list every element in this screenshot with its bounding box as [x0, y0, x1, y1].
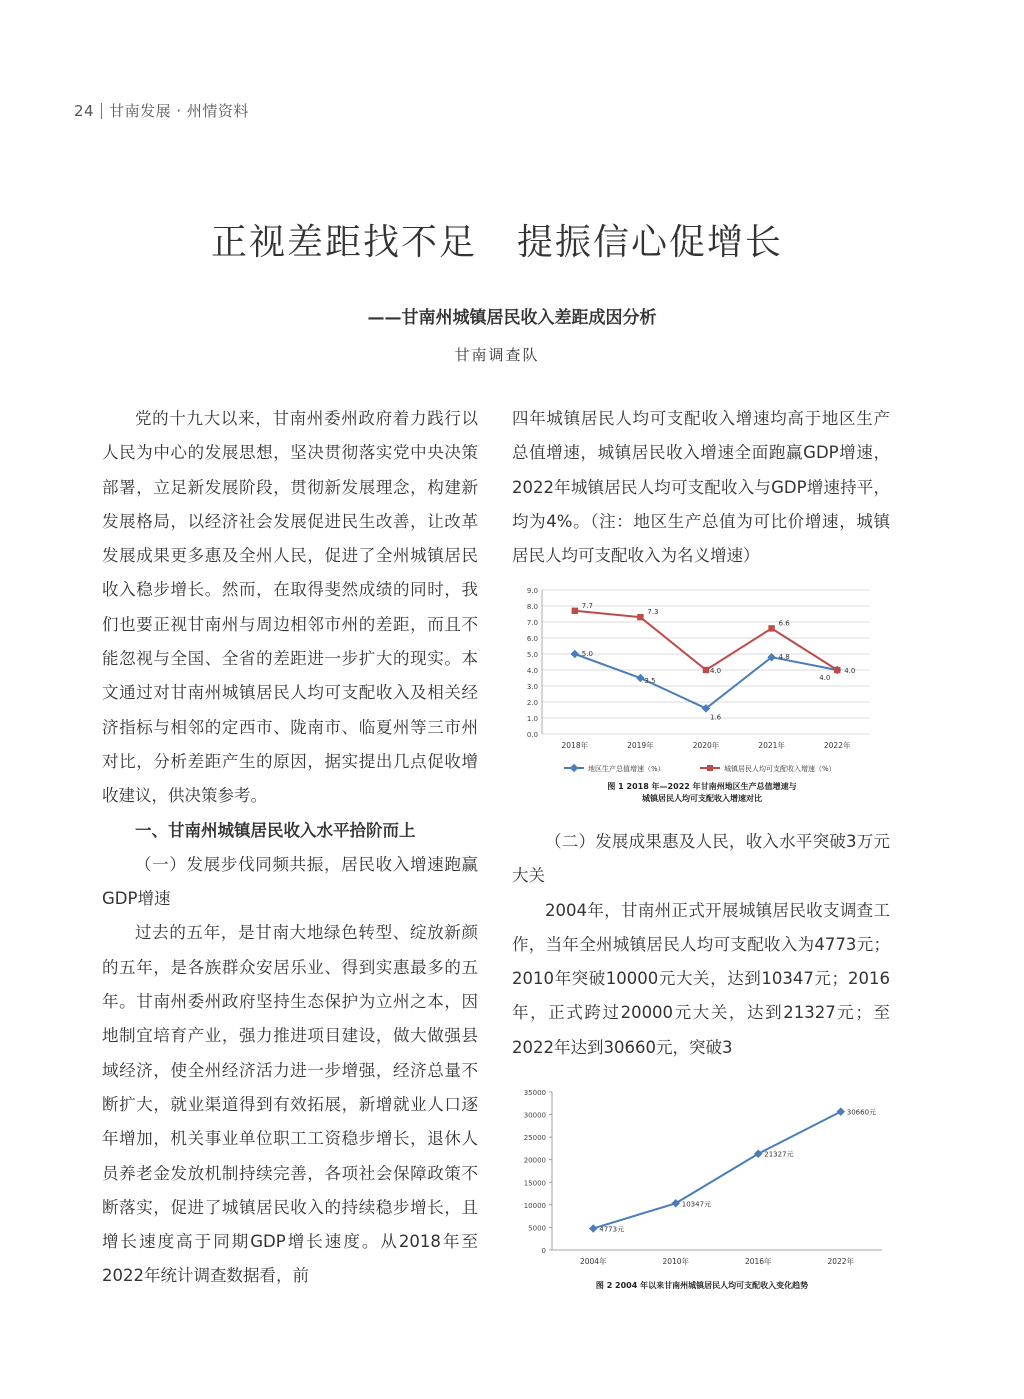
article-title [0, 214, 994, 265]
data-label: 7.7 [581, 601, 593, 610]
data-point [637, 614, 643, 620]
x-tick-label: 2022年 [827, 1257, 855, 1266]
title-part-2: 提振信心促增长 [517, 222, 784, 263]
data-point [672, 1199, 680, 1207]
y-tick-label: 8.0 [526, 603, 538, 611]
series-line-1 [575, 654, 837, 708]
data-label: 4.0 [844, 667, 856, 675]
article-author: 甘南调查队 [454, 346, 540, 364]
y-tick-label: 6.0 [526, 635, 538, 643]
y-tick-label: 5000 [528, 1224, 546, 1233]
x-tick-label: 2016年 [744, 1257, 772, 1266]
section-1-2-heading: （二）发展成果惠及人民，收入水平突破3万元大关 [512, 832, 890, 886]
section-1-2-body: 2004年，甘南州正式开展城镇居民收支调查工作，当年全州城镇居民人均可支配收入为4773元；2010年突破10000元大关，达到10347元；2016年，正式跨过20000元大关，达到21327元；至2022年达到30660元，突破3 [512, 900, 890, 1057]
section-1-heading: 一、甘南州城镇居民收入水平拾阶而上 [135, 820, 416, 840]
data-label: 3.5 [644, 677, 656, 685]
data-label: 4.8 [778, 653, 790, 662]
y-tick-label: 20000 [523, 1156, 546, 1165]
y-tick-label: 0.0 [526, 731, 538, 739]
x-tick-label: 2021年 [758, 741, 785, 750]
y-tick-label: 25000 [523, 1134, 546, 1143]
x-tick-label: 2020年 [692, 741, 720, 750]
y-tick-label: 0 [541, 1247, 546, 1255]
header-divider [101, 103, 102, 119]
publication-name: 甘南发展 · 州情资料 [109, 102, 249, 120]
running-header [74, 100, 249, 121]
legend-label-2: 城镇居民人均可支配收入增速（%） [724, 765, 836, 773]
figure-caption-line-1: 图 1 2018 年—2022 年甘南州地区生产总值增速与 [607, 782, 797, 791]
page-number: 24 [74, 102, 95, 120]
y-tick-label: 10000 [523, 1201, 546, 1210]
data-label: 10347元 [681, 1200, 712, 1209]
data-point [571, 650, 579, 658]
legend-marker-2 [707, 765, 713, 771]
left-column [102, 402, 478, 1294]
x-tick-label: 2022年 [823, 741, 851, 750]
x-tick-label: 2019年 [627, 741, 654, 750]
data-label: 4.0 [710, 667, 722, 675]
x-tick-label: 2004年 [579, 1257, 607, 1266]
right-column-top [512, 402, 890, 573]
y-tick-label: 9.0 [526, 587, 538, 595]
series-line-2 [575, 611, 837, 670]
y-tick-label: 4.0 [526, 667, 538, 675]
legend-label-1: 地区生产总值增速（%） [588, 765, 665, 773]
data-point [754, 1149, 762, 1157]
continuation-paragraph: 四年城镇居民人均可支配收入增速均高于地区生产总值增速，城镇居民收入增速全面跑赢GDP增速，2022年城镇居民人均可支配收入与GDP增速持平，均为4%。（注：地区生产总值为可比价增速，城镇居民人均可支配收入为名义增速） [512, 409, 890, 566]
article-subtitle: ——甘南州城镇居民收入差距成因分析 [367, 308, 657, 328]
y-tick-label: 35000 [523, 1089, 546, 1097]
y-tick-label: 30000 [523, 1111, 546, 1120]
y-tick-label: 5.0 [526, 651, 538, 659]
data-point [572, 608, 578, 614]
intro-paragraph: 党的十九大以来，甘南州委州政府着力践行以人民为中心的发展思想，坚决贯彻落实党中央决策部署，立足新发展阶段，贯彻新发展理念，构建新发展格局，以经济社会发展促进民生改善，让改革发展成果更多惠及全州人民，促进了全州城镇居民收入稳步增长。然而，在取得斐然成绩的同时，我们也要正视甘南州与周边相邻市州的差距，而且不能忽视与全国、全省的差距进一步扩大的现实。本文通过对甘南州城镇居民人均可支配收入及相关经济指标与相邻的定西市、陇南市、临夏州等三市州对比，分析差距产生的原因，据实提出几点促收增收建议，供决策参考。 [102, 409, 478, 806]
data-point [834, 667, 840, 673]
data-point [703, 667, 709, 673]
x-tick-label: 2018年 [561, 741, 589, 750]
right-column-middle [512, 825, 890, 1065]
data-label: 7.3 [647, 608, 659, 617]
y-tick-label: 15000 [523, 1179, 546, 1188]
figure-caption: 图 2 2004 年以来甘南州城镇居民人均可支配收入变化趋势 [595, 1281, 809, 1290]
data-label: 5.0 [581, 650, 593, 658]
data-point [837, 1107, 845, 1115]
data-label: 6.6 [778, 619, 790, 628]
legend-marker-1 [570, 764, 578, 772]
income-line [593, 1112, 841, 1229]
data-point [768, 625, 774, 631]
data-label: 21327元 [764, 1150, 794, 1159]
y-tick-label: 7.0 [526, 619, 538, 627]
x-tick-label: 2010年 [662, 1257, 690, 1266]
section-1-1-body: 过去的五年，是甘南大地绿色转型、绽放新颜的五年，是各族群众安居乐业、得到实惠最多的五年。甘南州委州政府坚持生态保护为立州之本，因地制宜培育产业，强力推进项目建设，做大做强县域经济，使全州经济活力进一步增强，经济总量不断扩大，就业渠道得到有效拓展，新增就业人口逐年增加，机关事业单位职工工资稳步增长，退休人员养老金发放机制持续完善，各项社会保障政策不断落实，促进了城镇居民收入的持续稳步增长，且增长速度高于同期GDP增长速度。从2018年至2022年统计调查数据看，前 [102, 923, 478, 1286]
income-trend-chart [512, 1080, 892, 1295]
data-label: 4.0 [819, 674, 831, 682]
y-tick-label: 2.0 [526, 699, 538, 707]
data-label: 30660元 [846, 1108, 877, 1117]
data-label: 4773元 [599, 1225, 625, 1234]
data-label: 1.6 [710, 713, 722, 722]
section-1-1-heading: （一）发展步伐同频共振，居民收入增速跑赢GDP增速 [102, 854, 478, 909]
data-point [636, 674, 644, 682]
y-tick-label: 3.0 [526, 683, 538, 691]
title-part-1: 正视差距找不足 [210, 222, 477, 263]
growth-rate-chart [512, 578, 892, 818]
figure-caption-line-2: 城镇居民人均可支配收入增速对比 [642, 794, 762, 803]
y-tick-label: 1.0 [526, 715, 538, 723]
data-point [589, 1224, 597, 1232]
